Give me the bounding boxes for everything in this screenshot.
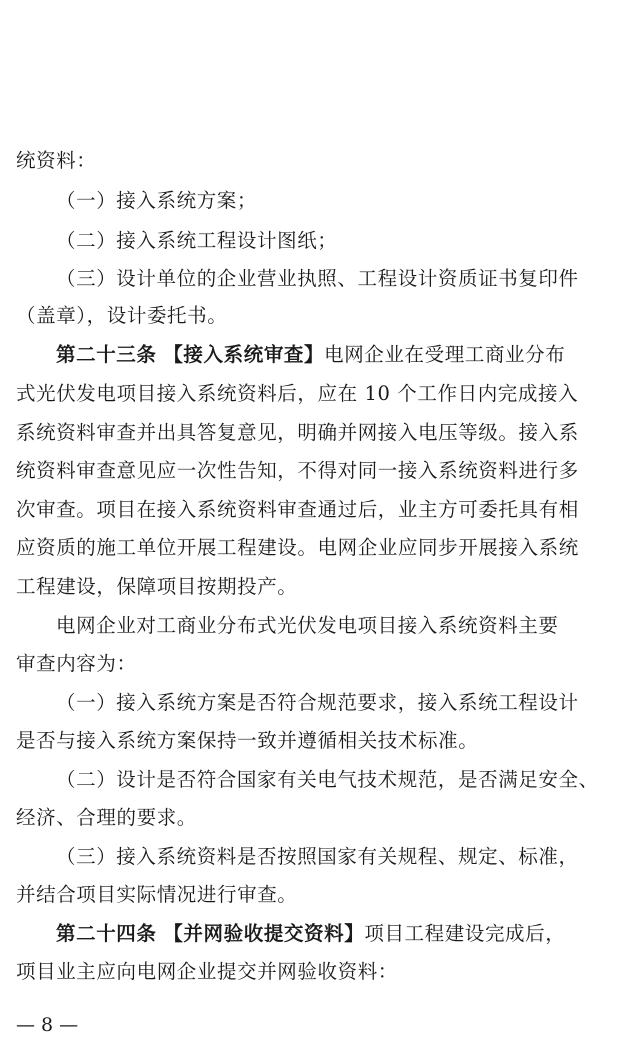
paragraph-line: 次审查。项目在接入系统资料审查通过后，业主方可委托具有相: [16, 498, 579, 521]
article-text: 电网企业在受理工商业分布: [324, 343, 566, 366]
list-item: （三）设计单位的企业营业执照、工程设计资质证书复印件: [56, 267, 579, 290]
paragraph-line: 项目业主应向电网企业提交并网验收资料：: [16, 960, 398, 983]
article-number: 第二十四条: [56, 922, 157, 945]
article-title: 【接入系统审查】: [163, 343, 325, 366]
paragraph-line: （盖章），设计委托书。: [16, 304, 228, 327]
paragraph-line: 式光伏发电项目接入系统资料后，应在 10 个工作日内完成接入: [16, 382, 579, 405]
article-number: 第二十三条: [56, 343, 157, 366]
list-item: （二）设计是否符合国家有关电气技术规范，是否满足安全、: [56, 768, 599, 791]
list-item: （三）接入系统资料是否按照国家有关规程、规定、标准，: [56, 845, 579, 868]
paragraph-line: 统资料审查意见应一次性告知，不得对同一接入系统资料进行多: [16, 459, 579, 482]
paragraph-line: 统资料：: [16, 149, 97, 172]
paragraph-line: 工程建设，保障项目按期投产。: [16, 575, 298, 598]
article-heading: [56, 919, 606, 949]
article-heading: [56, 340, 606, 370]
paragraph-line: 电网企业对工商业分布式光伏发电项目接入系统资料主要: [56, 614, 559, 637]
paragraph-line: 审查内容为：: [16, 652, 137, 675]
article-title: 【并网验收提交资料】: [163, 922, 365, 945]
paragraph-line: 应资质的施工单位开展工程建设。电网企业应同步开展接入系统: [16, 536, 579, 559]
list-item: （一）接入系统方案；: [56, 189, 258, 212]
page-number: — 8 —: [16, 1014, 79, 1036]
article-text: 项目工程建设完成后，: [364, 922, 566, 945]
paragraph-line: 经济、合理的要求。: [16, 806, 197, 829]
list-item: （一）接入系统方案是否符合规范要求，接入系统工程设计: [56, 691, 579, 714]
paragraph-line: 并结合项目实际情况进行审查。: [16, 883, 298, 906]
list-item: （二）接入系统工程设计图纸；: [56, 229, 338, 252]
paragraph-line: 系统资料审查并出具答复意见，明确并网接入电压等级。接入系: [16, 421, 579, 444]
paragraph-line: 是否与接入系统方案保持一致并遵循相关技术标准。: [16, 729, 479, 752]
